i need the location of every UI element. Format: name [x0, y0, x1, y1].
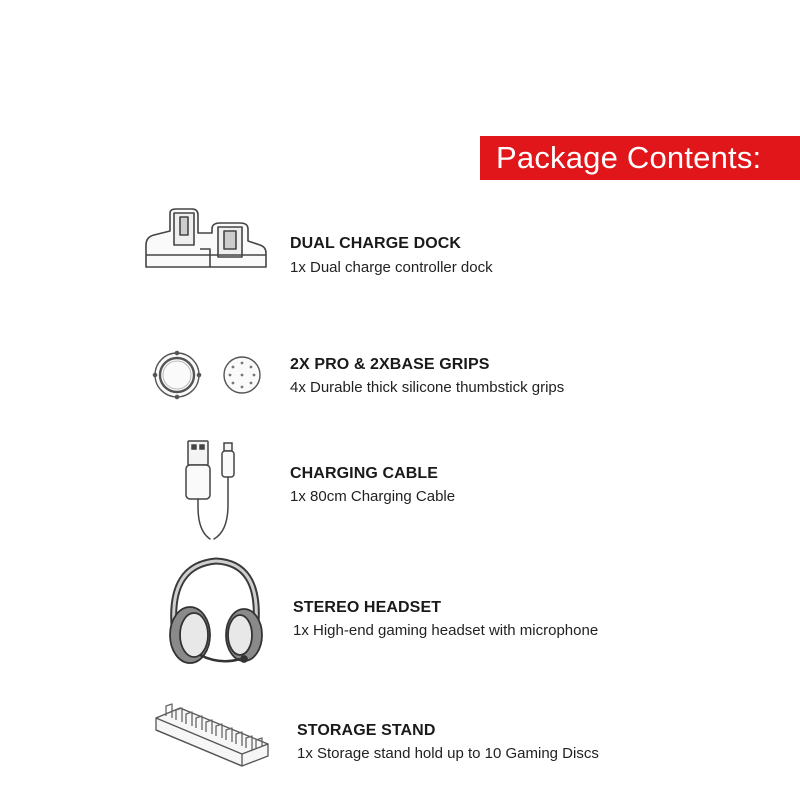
item-title: STORAGE STAND: [297, 722, 436, 739]
headset-icon: [160, 555, 270, 670]
thumbstick-grips-icon: [152, 350, 262, 400]
item-description: 1x 80cm Charging Cable: [290, 488, 456, 505]
usb-cable-icon: [180, 435, 250, 545]
item-description: 1x Dual charge controller dock: [290, 259, 493, 276]
item-title: CHARGING CABLE: [290, 465, 439, 482]
item-title: DUAL CHARGE DOCK: [290, 235, 462, 252]
charge-dock-icon: [140, 205, 270, 275]
item-title: 2X PRO & 2XBASE GRIPS: [290, 356, 490, 373]
package-contents-banner: Package Contents:: [480, 136, 800, 180]
item-description: 1x Storage stand hold up to 10 Gaming Discs: [297, 745, 599, 762]
item-title: STEREO HEADSET: [293, 599, 442, 616]
item-description: 1x High-end gaming headset with microphone: [293, 622, 599, 639]
storage-stand-icon: [150, 700, 275, 770]
item-description: 4x Durable thick silicone thumbstick grips: [290, 379, 565, 396]
